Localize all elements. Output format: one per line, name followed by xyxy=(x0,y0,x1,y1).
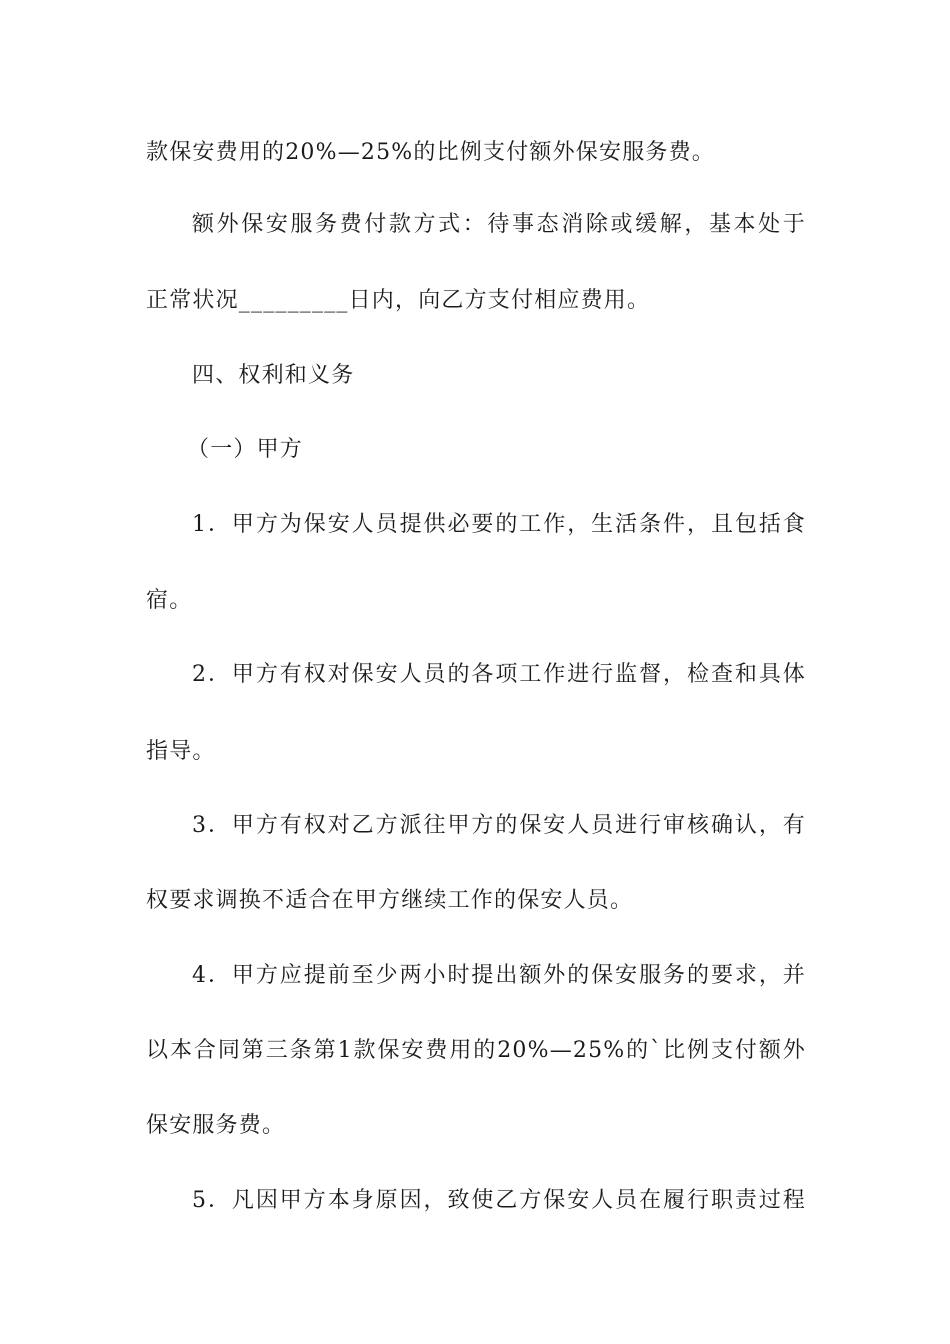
text-line-item-2: 2．甲方有权对保安人员的各项工作进行监督，检查和具体 xyxy=(192,662,806,687)
subsection-heading-party-a: （一）甲方 xyxy=(187,437,304,462)
text-line-2: 额外保安服务费付款方式：待事态消除或缓解，基本处于 xyxy=(192,212,806,237)
section-heading-rights-obligations: 四、权利和义务 xyxy=(192,363,355,388)
text-line-item-3-cont: 权要求调换不适合在甲方继续工作的保安人员。 xyxy=(146,888,634,913)
text-line-item-4: 4．甲方应提前至少两小时提出额外的保安服务的要求，并 xyxy=(192,963,806,988)
text-line-item-2-cont: 指导。 xyxy=(146,739,216,764)
text-line-item-5: 5．凡因甲方本身原因，致使乙方保安人员在履行职责过程 xyxy=(192,1188,806,1213)
text-line-item-3: 3．甲方有权对乙方派往甲方的保安人员进行审核确认，有 xyxy=(192,813,806,838)
text-line-item-4-end: 保安服务费。 xyxy=(146,1113,286,1138)
text-line-item-1-cont: 宿。 xyxy=(146,588,193,613)
text-line-1: 款保安费用的20%—25%的比例支付额外保安服务费。 xyxy=(146,140,715,165)
text-line-item-1: 1．甲方为保安人员提供必要的工作，生活条件，且包括食 xyxy=(192,512,806,537)
text-line-3: 正常状况_________日内，向乙方支付相应费用。 xyxy=(146,288,651,313)
text-line-item-4-cont: 以本合同第三条第1款保安费用的20%—25%的`比例支付额外 xyxy=(146,1038,806,1063)
